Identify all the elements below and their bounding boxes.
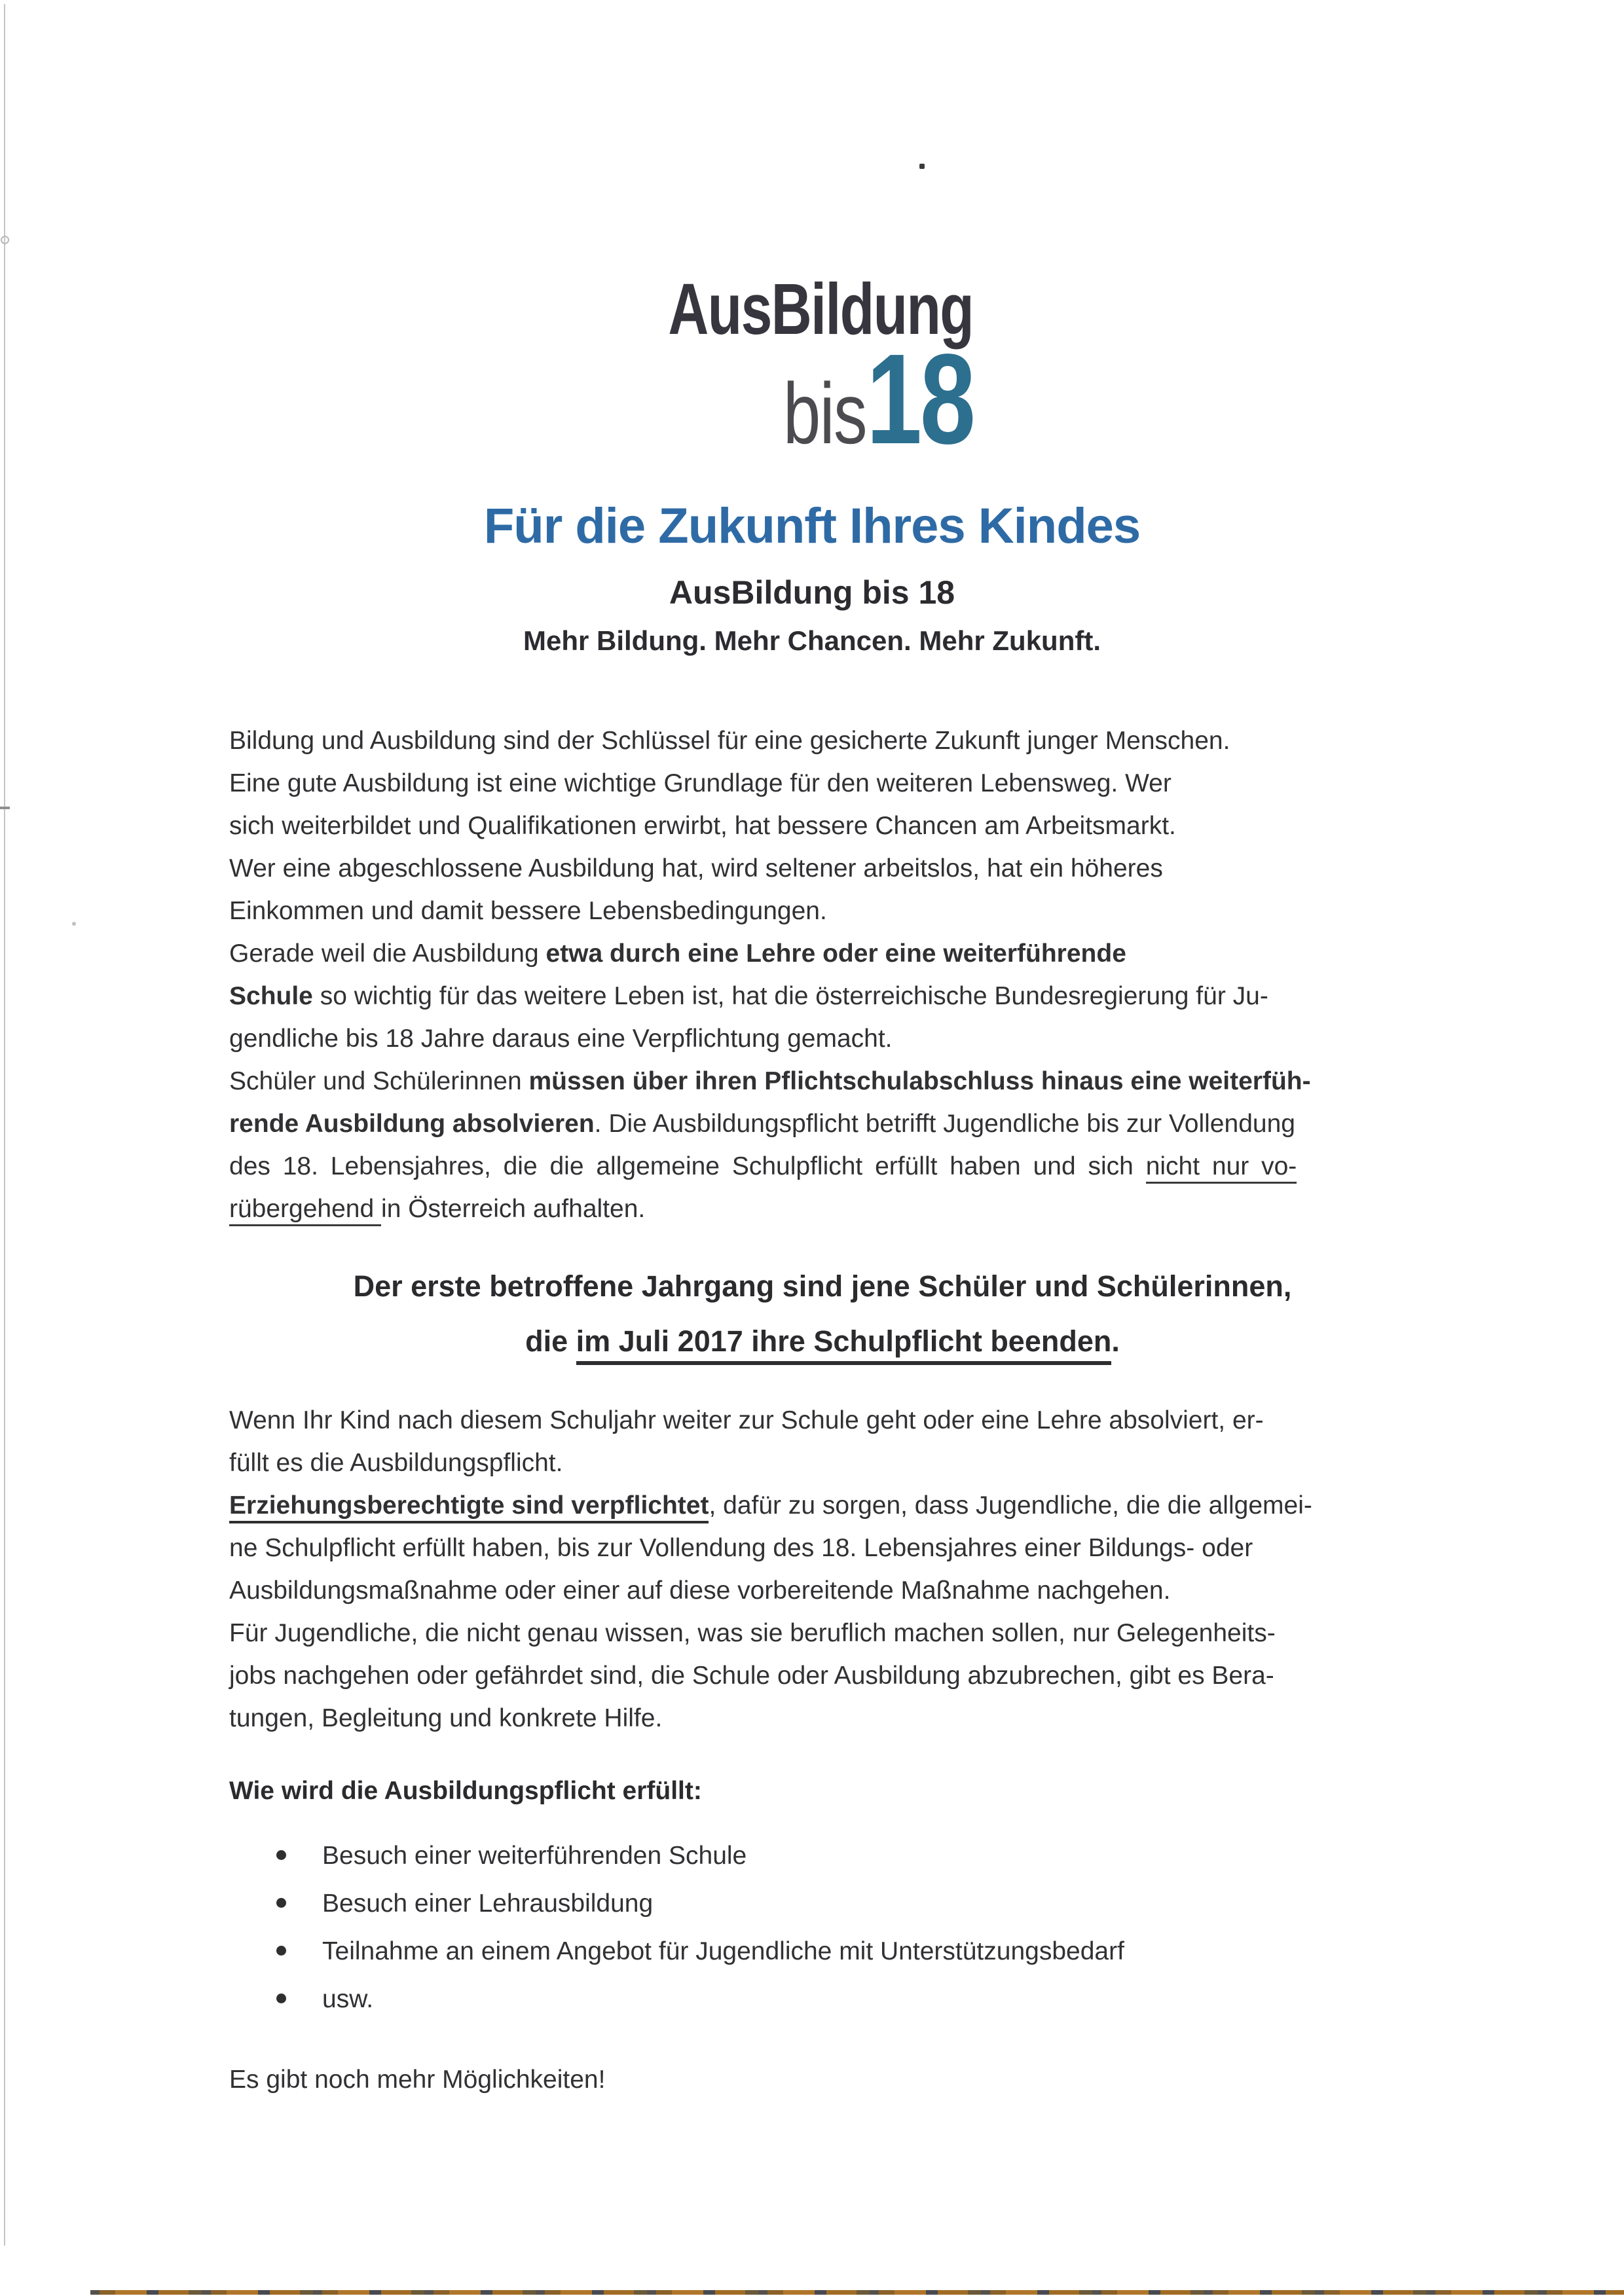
bullet-text: Besuch einer weiterführenden Schule	[322, 1842, 747, 1870]
text-line: Eine gute Ausbildung ist eine wichtige Grundlage für den weiteren Lebensweg. Wer	[229, 769, 1172, 798]
text-line: in Österreich aufhalten.	[381, 1195, 646, 1224]
text-line: Bildung und Ausbildung sind der Schlüssel für eine gesicherte Zukunft junger Menschen.	[229, 727, 1230, 756]
text-line: Für Jugendliche, die nicht genau wissen, was sie beruflich machen sollen, nur Gelegenheits-	[229, 1619, 1276, 1648]
bullet-text: Teilnahme an einem Angebot für Jugendliche mit Unterstützungsbedarf	[322, 1937, 1124, 1966]
jahrgang-heading	[229, 1259, 1416, 1369]
scan-speck-artifact	[72, 922, 76, 926]
scan-speck-artifact	[919, 164, 925, 169]
scan-left-edge-line-artifact	[4, 4, 5, 2246]
scan-left-ring-artifact	[1, 236, 9, 244]
page-subtitle: AusBildung bis 18	[669, 574, 955, 611]
page-tagline: Mehr Bildung. Mehr Chancen. Mehr Zukunft.	[523, 625, 1101, 656]
bullet-text: usw.	[322, 1985, 374, 2014]
logo-row-bis-18	[783, 327, 974, 471]
text-line: Wenn Ihr Kind nach diesem Schuljahr weiter zur Schule geht oder eine Lehre absolviert, er-	[229, 1406, 1264, 1435]
bold-underlined-phrase: Erziehungsberechtigte sind verpflichtet	[229, 1491, 709, 1523]
heading-line: Der erste betroffene Jahrgang sind jene Schüler und Schülerinnen,	[353, 1269, 1292, 1303]
text-line: des 18. Lebensjahres, die die allgemeine Schulpflicht erfüllt haben und sich	[229, 1152, 1146, 1181]
underlined-phrase: nicht nur vo-	[1146, 1152, 1297, 1184]
scan-bottom-edge-artifact	[90, 2290, 1624, 2295]
bold-phrase: etwa durch eine Lehre oder eine weiterführende	[545, 939, 1126, 968]
closing-note: Es gibt noch mehr Möglichkeiten!	[229, 2066, 606, 2094]
bullet-dot-icon	[276, 1946, 286, 1956]
bold-phrase: müssen über ihren Pflichtschulabschluss hinaus eine weiterfüh-	[528, 1067, 1311, 1096]
scan-left-tick-artifact	[0, 807, 10, 809]
bullet-text: Besuch einer Lehrausbildung	[322, 1889, 654, 1918]
heading-line: .	[1111, 1324, 1120, 1358]
heading-line: die	[525, 1324, 576, 1358]
bullet-dot-icon	[276, 1850, 286, 1860]
text-line: füllt es die Ausbildungspflicht.	[229, 1449, 563, 1478]
bold-phrase: rende Ausbildung absolvieren	[229, 1110, 595, 1139]
logo-area	[0, 0, 1624, 471]
justified-line	[229, 1152, 1297, 1184]
bullet-item	[229, 1834, 1416, 1877]
bullet-dot-icon	[276, 1994, 286, 2003]
text-line: tungen, Begleitung und konkrete Hilfe.	[229, 1704, 663, 1733]
paragraph-erziehungsberechtigte	[229, 1399, 1416, 1740]
paragraph-lehre-schule	[229, 932, 1416, 1060]
text-line: Wer eine abgeschlossene Ausbildung hat, wird seltener arbeitslos, hat ein höheres	[229, 854, 1163, 883]
bold-phrase: Schule	[229, 982, 313, 1011]
text-line: , dafür zu sorgen, dass Jugendliche, die die allgemei-	[709, 1491, 1312, 1520]
text-line: Schüler und Schülerinnen	[229, 1067, 529, 1096]
text-line: gendliche bis 18 Jahre daraus eine Verpflichtung gemacht.	[229, 1025, 893, 1053]
bullet-dot-icon	[276, 1898, 286, 1908]
text-line: Gerade weil die Ausbildung	[229, 939, 546, 968]
text-line: . Die Ausbildungspflicht betrifft Jugendliche bis zur Vollendung	[594, 1110, 1295, 1139]
bullet-item	[229, 1978, 1416, 2020]
underlined-phrase: rübergehend	[229, 1195, 381, 1226]
text-line: ne Schulpflicht erfüllt haben, bis zur Vollendung des 18. Lebensjahres einer Bildungs- oder	[229, 1534, 1253, 1563]
text-line: sich weiterbildet und Qualifikationen erwirbt, hat bessere Chancen am Arbeitsmarkt.	[229, 812, 1176, 841]
ausbildung-bis-18-logo	[582, 269, 974, 471]
bullet-item	[229, 1882, 1416, 1925]
text-line: jobs nachgehen oder gefährdet sind, die Schule oder Ausbildung abzubrechen, gibt es Bera-	[229, 1662, 1274, 1690]
paragraph-ausbildungspflicht	[229, 1060, 1416, 1230]
document-body	[229, 720, 1416, 2101]
list-heading: Wie wird die Ausbildungspflicht erfüllt:	[229, 1777, 702, 1806]
paragraph-intro	[229, 720, 1416, 932]
logo-word-ausbildung: AusBildung	[668, 269, 974, 350]
page-title: Für die Zukunft Ihres Kindes	[483, 498, 1141, 554]
text-line: so wichtig für das weitere Leben ist, hat die österreichische Bundesregierung für Ju-	[312, 982, 1268, 1011]
text-line: Ausbildungsmaßnahme oder einer auf diese vorbereitende Maßnahme nachgehen.	[229, 1576, 1171, 1605]
bullet-item	[229, 1930, 1416, 1973]
logo-text-bis: bis	[783, 365, 866, 462]
underlined-heading-phrase: im Juli 2017 ihre Schulpflicht beenden	[576, 1324, 1112, 1365]
logo-number-18: 18	[866, 327, 974, 471]
bullet-list	[229, 1834, 1416, 2020]
text-line: Einkommen und damit bessere Lebensbedingungen.	[229, 897, 827, 926]
